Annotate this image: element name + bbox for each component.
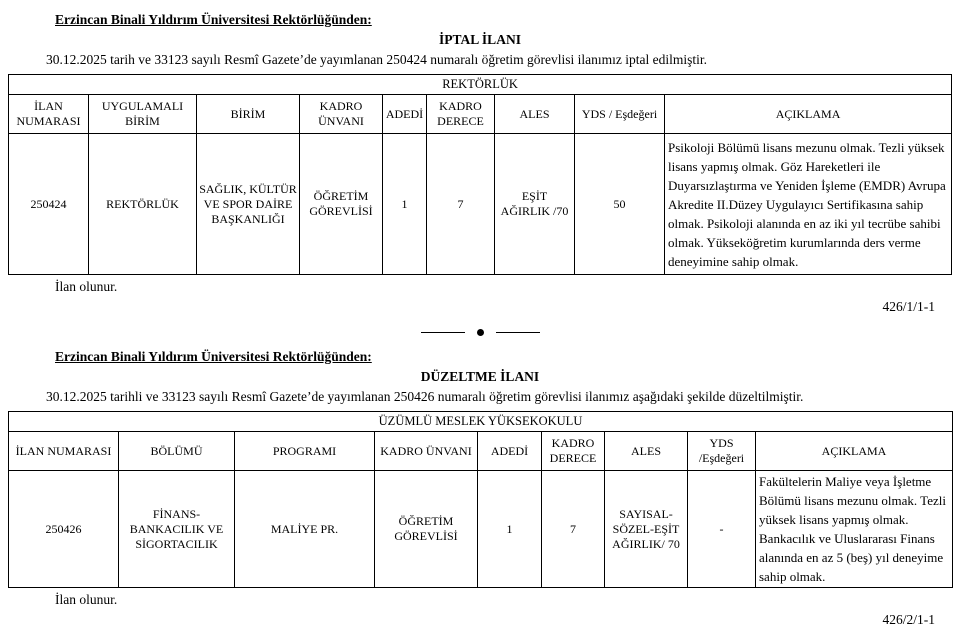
column-header-yds: YDS /Eşdeğeri [688,432,756,471]
column-header-kadro-unvani: KADRO ÜNVANI [375,432,478,471]
closing-text: İlan olunur. [55,592,118,607]
announcement-section-2 [0,349,960,628]
cell-aciklama: Fakültelerin Maliye veya İşletme Bölümü lisans mezunu olmak. Tezli yüksek lisans yapmış olmak. Bankacılık ve Uluslararası Finans alanında en az 5 (beş) yıl deneyime sahip olmak. [756,471,953,588]
column-header-programi: PROGRAMI [235,432,375,471]
announcement-title: İPTAL İLANI [439,32,521,47]
column-header-kadro-unvani: KADRO ÜNVANI [300,95,383,134]
column-header-ilan-numarasi: İLAN NUMARASI [9,432,119,471]
cell-kadro-unvani: ÖĞRETİM GÖREVLİSİ [300,134,383,275]
column-header-uygulamali-birim: UYGULAMALI BİRİM [89,95,197,134]
cell-ilan-numarasi: 250424 [9,134,89,275]
column-header-adedi: ADEDİ [478,432,542,471]
cell-kadro-derece: 7 [427,134,495,275]
table-caption-row [9,75,952,95]
announcement-section-1 [0,12,960,315]
column-header-ales: ALES [495,95,575,134]
table-header-row [9,95,952,134]
intro-paragraph: 30.12.2025 tarihli ve 33123 sayılı Resmî Gazete’de yayımlanan 250426 numaralı öğretim görevlisi ilanımız aşağıdaki şekilde düzeltilmiştir. [46,389,804,404]
column-header-kadro-derece: KADRO DERECE [427,95,495,134]
closing-text: İlan olunur. [55,279,118,294]
column-header-kadro-derece: KADRO DERECE [542,432,605,471]
cell-bolumu: FİNANS-BANKACILIK VE SİGORTACILIK [119,471,235,588]
cell-aciklama: Psikoloji Bölümü lisans mezunu olmak. Tezli yüksek lisans yapmış olmak. Göz Hareketleri ile Duyarsızlaştırma ve Yeniden İşleme (EMDR) Avrupa Akredite II.Düzey Uygulayıcı Sertifikasına sahip olmak. Psikoloji alanında en az iki yıl tecrübe sahibi olmak. Yükseköğretim kurumlarında ders verme deneyimine sahip olmak. [665,134,952,275]
cell-uygulamali-birim: REKTÖRLÜK [89,134,197,275]
announcement-table-rektorluk [8,74,952,275]
announcement-table-uzumlu-myo [8,411,953,588]
cell-ales: SAYISAL-SÖZEL-EŞİT AĞIRLIK/ 70 [605,471,688,588]
cell-yds: - [688,471,756,588]
column-header-aciklama: AÇIKLAMA [665,95,952,134]
issue-ref: 426/2/1-1 [882,612,935,627]
divider-line-left [421,332,465,333]
divider-line-right [496,332,540,333]
cell-programi: MALİYE PR. [235,471,375,588]
table-caption-row [9,412,953,432]
column-header-ilan-numarasi: İLAN NUMARASI [9,95,89,134]
issue-ref: 426/1/1-1 [882,299,935,314]
column-header-birim: BİRİM [197,95,300,134]
table-caption: REKTÖRLÜK [9,75,952,95]
cell-kadro-derece: 7 [542,471,605,588]
cell-kadro-unvani: ÖĞRETİM GÖREVLİSİ [375,471,478,588]
source-heading: Erzincan Binali Yıldırım Üniversitesi Rektörlüğünden: [55,12,372,27]
cell-ales: EŞİT AĞIRLIK /70 [495,134,575,275]
cell-birim: SAĞLIK, KÜLTÜR VE SPOR DAİRE BAŞKANLIĞI [197,134,300,275]
bullet-dot [477,329,484,336]
table-row [9,134,952,275]
cell-yds: 50 [575,134,665,275]
column-header-ales: ALES [605,432,688,471]
column-header-aciklama: AÇIKLAMA [756,432,953,471]
source-heading: Erzincan Binali Yıldırım Üniversitesi Rektörlüğünden: [55,349,372,364]
section-divider [0,323,960,337]
cell-adedi: 1 [383,134,427,275]
column-header-yds: YDS / Eşdeğeri [575,95,665,134]
gazette-page [0,12,960,627]
column-header-bolumu: BÖLÜMÜ [119,432,235,471]
intro-paragraph: 30.12.2025 tarih ve 33123 sayılı Resmî Gazete’de yayımlanan 250424 numaralı öğretim görevlisi ilanımız iptal edilmiştir. [46,52,707,67]
table-caption: ÜZÜMLÜ MESLEK YÜKSEKOKULU [9,412,953,432]
cell-adedi: 1 [478,471,542,588]
table-row [9,471,953,588]
column-header-adedi: ADEDİ [383,95,427,134]
table-header-row [9,432,953,471]
announcement-title: DÜZELTME İLANI [420,369,540,384]
cell-ilan-numarasi: 250426 [9,471,119,588]
